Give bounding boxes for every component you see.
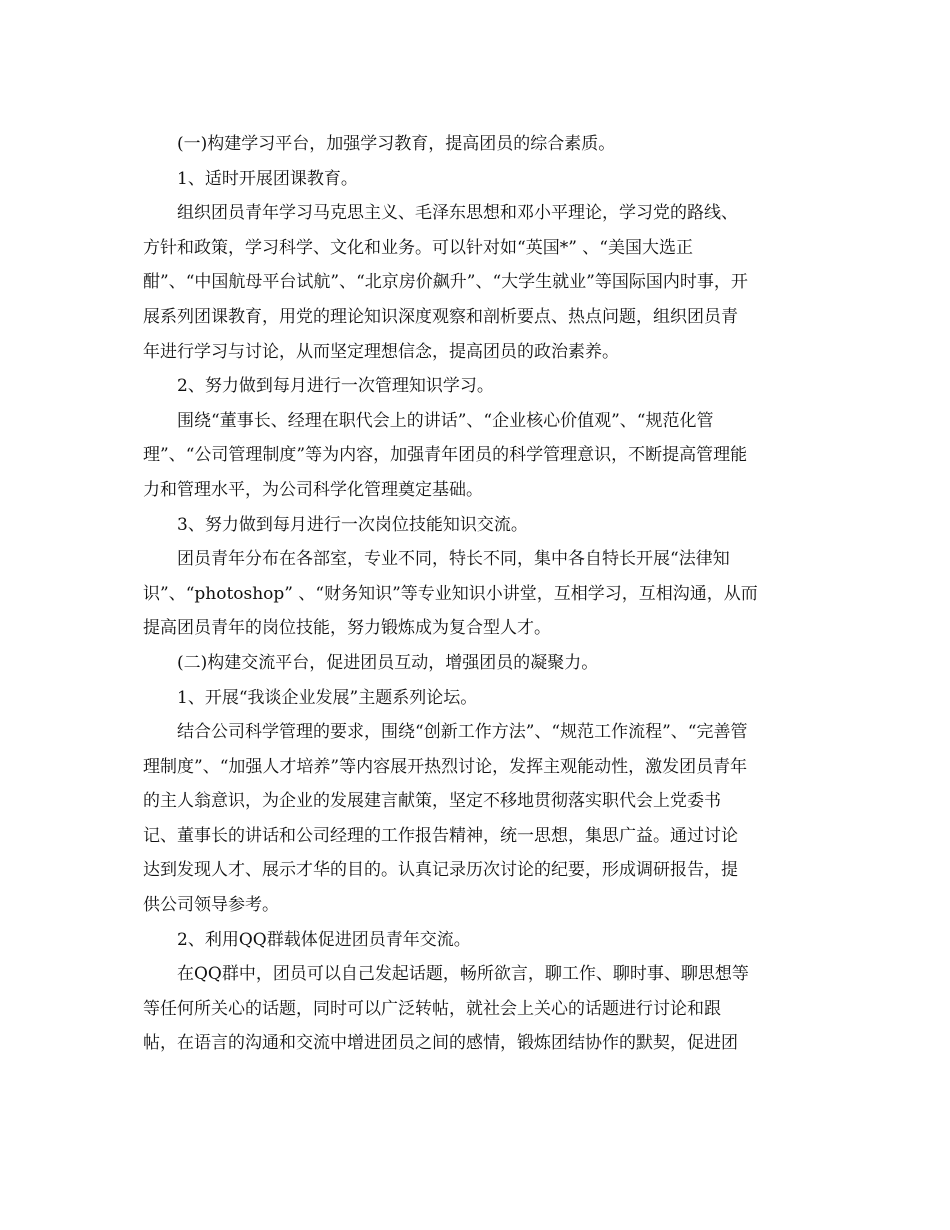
paragraph	[143, 127, 807, 162]
paragraph	[143, 715, 807, 923]
paragraph	[143, 542, 807, 646]
text-line: (一)构建学习平台，加强学习教育，提高团员的综合素质。	[177, 134, 616, 154]
text-line: 的主人翁意识，为企业的发展建言献策，坚定不移地贯彻落实职代会上党委书	[143, 791, 721, 812]
text-line: 2、利用QQ群载体促进团员青年交流。	[177, 929, 471, 950]
paragraph	[143, 162, 807, 197]
paragraph	[143, 508, 807, 543]
text-line: 供公司领导参考。	[143, 895, 279, 916]
text-line: 围绕“董事长、经理在职代会上的讲话”、“企业核心价值观”、“规范化管	[177, 410, 714, 431]
text-line: 帖，在语言的沟通和交流中增进团员之间的感情，锻炼团结协作的默契，促进团	[143, 1033, 738, 1054]
text-line: 1、开展“我谈企业发展”主题系列论坛。	[177, 687, 478, 708]
paragraph	[143, 196, 807, 369]
text-line: 酣”、“中国航母平台试航”、“北京房价飙升”、“大学生就业”等国际国内时事，开	[143, 272, 748, 293]
text-line: 达到发现人才、展示才华的目的。认真记录历次讨论的纪要，形成调研报告，提	[143, 860, 738, 881]
text-line: 年进行学习与讨论，从而坚定理想信念，提高团员的政治素养。	[143, 341, 619, 362]
paragraph	[143, 369, 807, 404]
text-line: 力和管理水平，为公司科学化管理奠定基础。	[143, 479, 483, 500]
text-line: 结合公司科学管理的要求，围绕“创新工作方法”、“规范工作流程”、“完善管	[177, 722, 748, 743]
text-line: 理”、“公司管理制度”等为内容，加强青年团员的科学管理意识，不断提高管理能	[143, 445, 748, 466]
text-line: 在QQ群中，团员可以自己发起话题，畅所欲言，聊工作、聊时事、聊思想等	[177, 964, 749, 985]
text-line: 团员青年分布在各部室，专业不同，特长不同，集中各自特长开展“法律知	[177, 549, 730, 570]
text-line: 理制度”、“加强人才培养”等内容展开热烈讨论，发挥主观能动性，激发团员青年	[143, 756, 748, 777]
paragraph	[143, 923, 807, 958]
paragraph	[143, 681, 807, 716]
text-line: (二)构建交流平台，促进团员互动，增强团员的凝聚力。	[177, 652, 599, 673]
paragraph	[143, 957, 807, 1061]
text-line: 记、董事长的讲话和公司经理的工作报告精神，统一思想，集思广益。通过讨论	[143, 825, 738, 846]
text-line: 2、努力做到每月进行一次管理知识学习。	[177, 376, 494, 397]
text-line: 1、适时开展团课教育。	[177, 168, 358, 189]
text-line: 等任何所关心的话题，同时可以广泛转帖，就社会上关心的话题进行讨论和跟	[143, 998, 721, 1019]
text-line: 方针和政策，学习科学、文化和业务。可以针对如“英国*” 、“美国大选正	[143, 237, 693, 258]
document-body	[143, 127, 807, 1061]
text-line: 识”、“photoshop” 、“财务知识”等专业知识小讲堂，互相学习，互相沟通，从而	[143, 583, 758, 604]
paragraph	[143, 404, 807, 508]
text-line: 提高团员青年的岗位技能，努力锻炼成为复合型人才。	[143, 618, 551, 639]
paragraph	[143, 646, 807, 681]
text-line: 3、努力做到每月进行一次岗位技能知识交流。	[177, 514, 528, 535]
text-line: 组织团员青年学习马克思主义、毛泽东思想和邓小平理论，学习党的路线、	[177, 203, 738, 224]
text-line: 展系列团课教育，用党的理论知识深度观察和剖析要点、热点问题，组织团员青	[143, 306, 738, 327]
